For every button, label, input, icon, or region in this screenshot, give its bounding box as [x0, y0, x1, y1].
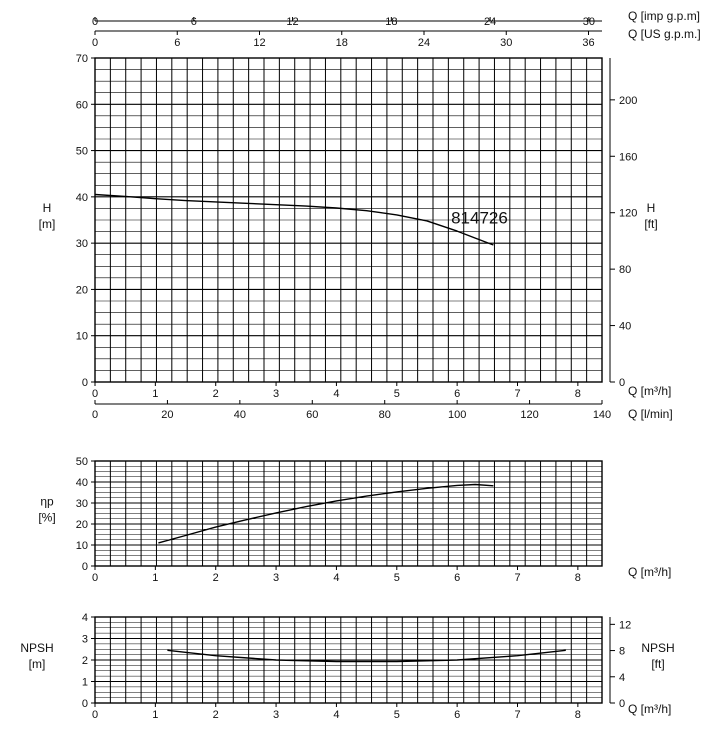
x-tick-label: 1 — [152, 572, 159, 584]
top-axis-label: Q [imp g.p.m] — [628, 9, 701, 23]
top-tick-label: 36 — [582, 37, 595, 49]
right-axis-label: H — [646, 201, 656, 215]
right-tick-label: 4 — [619, 671, 626, 684]
x-tick-label: 0 — [91, 572, 99, 584]
y-axis-label: NPSH — [20, 641, 54, 655]
y-tick-label: 50 — [75, 456, 88, 468]
top-tick-label: 12 — [253, 37, 266, 49]
x-tick-label: 7 — [514, 709, 521, 721]
lmin-axis-label: Q [l/min] — [628, 407, 673, 421]
y-tick-label: 30 — [75, 238, 88, 251]
y-tick-label: 20 — [75, 519, 88, 531]
lmin-tick-label: 140 — [592, 409, 612, 421]
lmin-tick-label: 20 — [161, 409, 174, 421]
top-tick-label: 30 — [582, 16, 596, 28]
x-tick-label: 3 — [273, 709, 280, 721]
right-tick-label: 120 — [619, 207, 638, 220]
lmin-tick-label: 0 — [91, 409, 99, 421]
top-tick-label: 12 — [286, 16, 299, 28]
y-tick-label: 70 — [75, 53, 88, 65]
y-tick-label: 60 — [75, 99, 88, 112]
right-tick-label: 8 — [619, 645, 626, 658]
top-tick-label: 0 — [91, 16, 99, 28]
y-tick-label: 2 — [81, 655, 88, 667]
y-axis-unit: [m] — [28, 657, 46, 671]
y-tick-label: 10 — [75, 540, 88, 552]
x-tick-label: 5 — [393, 709, 400, 721]
lmin-tick-label: 120 — [520, 409, 539, 421]
model-label: 814726 — [451, 208, 508, 228]
x-tick-label: 6 — [454, 388, 461, 400]
right-axis-unit: [ft] — [644, 217, 658, 231]
top-tick-label: 6 — [174, 37, 181, 49]
y-axis-label: ηp — [40, 494, 54, 509]
x-tick-label: 0 — [91, 709, 99, 721]
x-tick-label: 2 — [212, 709, 219, 721]
y-axis-label: H — [42, 201, 52, 215]
top-tick-label: 24 — [483, 16, 497, 28]
x-axis-label: Q [m³/h] — [628, 702, 672, 716]
x-tick-label: 7 — [514, 388, 521, 400]
x-tick-label: 8 — [574, 709, 581, 721]
right-axis-unit: [ft] — [651, 657, 665, 671]
top-tick-label: 18 — [335, 37, 348, 49]
x-tick-label: 3 — [273, 388, 280, 400]
right-tick-label: 0 — [619, 377, 626, 389]
x-tick-label: 2 — [212, 388, 219, 400]
x-tick-label: 6 — [454, 572, 461, 584]
lmin-tick-label: 100 — [447, 409, 467, 421]
y-tick-label: 40 — [75, 477, 88, 489]
x-tick-label: 1 — [152, 388, 159, 400]
x-axis-label: Q [m³/h] — [628, 565, 672, 579]
y-tick-label: 3 — [81, 633, 88, 646]
top-tick-label: 6 — [190, 16, 197, 28]
plot-efficiency — [91, 461, 602, 570]
x-tick-label: 4 — [333, 388, 340, 400]
y-tick-label: 10 — [75, 330, 88, 343]
x-tick-label: 4 — [333, 709, 340, 721]
right-tick-label: 80 — [619, 264, 632, 277]
x-tick-label: 0 — [91, 388, 99, 400]
plot-head — [91, 17, 615, 404]
right-tick-label: 40 — [619, 320, 632, 333]
right-tick-label: 12 — [619, 619, 632, 632]
x-tick-label: 3 — [273, 572, 280, 584]
x-tick-label: 5 — [393, 388, 400, 400]
y-tick-label: 30 — [75, 498, 88, 510]
x-tick-label: 5 — [393, 572, 400, 584]
right-tick-label: 200 — [619, 94, 638, 107]
top-axis-label: Q [US g.p.m.] — [628, 27, 701, 41]
right-tick-label: 160 — [619, 151, 638, 164]
y-tick-label: 0 — [81, 561, 88, 573]
y-axis-unit: [m] — [38, 217, 56, 231]
x-tick-label: 7 — [514, 572, 521, 584]
x-tick-label: 4 — [333, 572, 340, 584]
lmin-tick-label: 40 — [233, 409, 246, 421]
y-tick-label: 40 — [75, 191, 88, 204]
y-tick-label: 1 — [81, 676, 88, 689]
x-tick-label: 6 — [454, 709, 461, 721]
right-tick-label: 0 — [619, 698, 626, 710]
top-tick-label: 30 — [500, 37, 513, 49]
y-tick-label: 50 — [75, 145, 88, 158]
top-tick-label: 0 — [91, 37, 99, 49]
x-tick-label: 8 — [574, 388, 581, 400]
x-tick-label: 1 — [152, 709, 159, 721]
y-tick-label: 0 — [81, 698, 88, 710]
x-axis-label: Q [m³/h] — [628, 384, 672, 398]
lmin-tick-label: 60 — [306, 409, 319, 421]
top-tick-label: 24 — [417, 37, 431, 49]
y-tick-label: 4 — [81, 612, 88, 624]
y-tick-label: 20 — [75, 284, 88, 297]
lmin-tick-label: 80 — [378, 409, 391, 421]
plot-npsh — [91, 617, 615, 707]
y-axis-unit: [%] — [38, 510, 56, 525]
top-tick-label: 18 — [385, 16, 398, 28]
x-tick-label: 2 — [212, 572, 219, 584]
right-axis-label: NPSH — [641, 641, 675, 655]
y-tick-label: 0 — [81, 377, 88, 389]
x-tick-label: 8 — [574, 572, 581, 584]
